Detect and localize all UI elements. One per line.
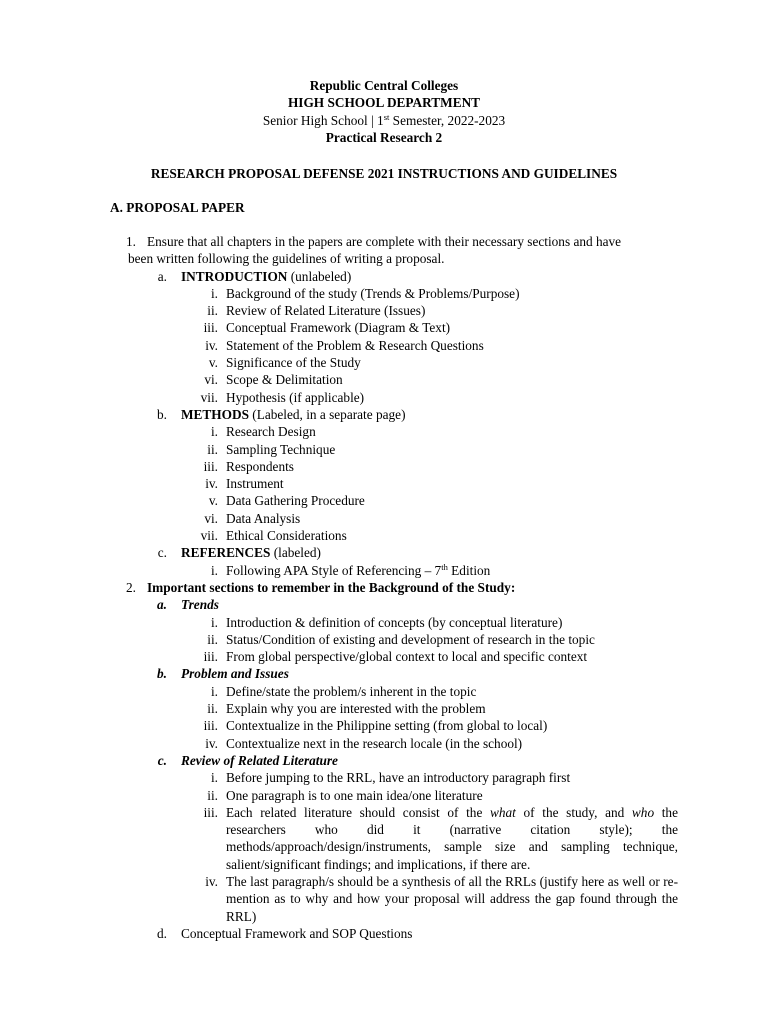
list-subheading: b. METHODS (Labeled, in a separate page) <box>157 406 406 422</box>
list-item: 2. Important sections to remember in the Background of the Study: <box>126 579 516 595</box>
section-heading: A. PROPOSAL PAPER <box>110 200 245 215</box>
list-subheading: b. Problem and Issues <box>157 666 289 682</box>
list-item: i. Before jumping to the RRL, have an introductory paragraph first <box>210 770 571 786</box>
list-item: i. Define/state the problem/s inherent in the topic <box>210 683 477 699</box>
list-item: v. Data Gathering Procedure <box>208 493 365 509</box>
list-subheading: d. Conceptual Framework and SOP Questions <box>157 925 413 941</box>
list-item: iii. Respondents <box>203 458 294 474</box>
institution-name: Republic Central Colleges <box>309 78 459 93</box>
list-item: iv. The last paragraph/s should be a synthesis of all the RRLs (justify here as well or re-mention as to why and how your proposal will address the gap found through the RRL) <box>205 873 678 924</box>
document-header <box>0 77 768 147</box>
list-item: ii. Sampling Technique <box>207 441 336 457</box>
list-item: iii. Conceptual Framework (Diagram & Text) <box>203 320 451 336</box>
list-item: iii. Contextualize in the Philippine setting (from global to local) <box>203 718 548 734</box>
paragraph-text: The last paragraph/s should be a synthesis of all the RRLs (justify here as well or re-mention as to why and how your proposal will address the gap found through the RRL) <box>226 873 678 924</box>
list-item: i. Background of the study (Trends & Problems/Purpose) <box>210 285 520 301</box>
list-item: i. Research Design <box>210 424 316 440</box>
list-item: vi. Scope & Delimitation <box>204 372 343 388</box>
list-item: iv. Instrument <box>205 476 284 492</box>
list-item: vii. Ethical Considerations <box>200 528 347 544</box>
list-subheading: a. INTRODUCTION (unlabeled) <box>157 268 352 284</box>
list-item: 1. Ensure that all chapters in the papers are complete with their necessary sections and have <box>126 234 622 249</box>
list-item: v. Significance of the Study <box>208 355 361 371</box>
list-subheading: c. REFERENCES (labeled) <box>157 545 321 561</box>
department-name: HIGH SCHOOL DEPARTMENT <box>287 95 481 111</box>
list-item: i. Introduction & definition of concepts (by conceptual literature) <box>210 614 563 630</box>
list-item: i. Following APA Style of Referencing – 7th Edition <box>210 561 491 578</box>
list-item: vi. Data Analysis <box>204 510 301 526</box>
list-item: ii. Status/Condition of existing and development of research in the topic <box>207 631 595 647</box>
list-item-continuation: been written following the guidelines of writing a proposal. <box>128 251 445 267</box>
paragraph-text: Each related literature should consist of the what of the study, and who the researchers who did it (narrative citation style); the methods/approach/design/instruments, sample size and sampling technique, salient/significant findings; and implications, if there are. <box>226 804 678 872</box>
list-item: ii. Review of Related Literature (Issues) <box>207 303 426 319</box>
list-item: iv. Contextualize next in the research locale (in the school) <box>205 735 523 751</box>
term-line: Senior High School | 1st Semester, 2022-2023 <box>262 111 506 128</box>
document-title: RESEARCH PROPOSAL DEFENSE 2021 INSTRUCTIONS AND GUIDELINES <box>150 166 618 181</box>
course-name: Practical Research 2 <box>325 130 443 146</box>
list-subheading: a. Trends <box>157 597 219 613</box>
list-item: ii. Explain why you are interested with the problem <box>207 701 486 717</box>
list-item: iii. From global perspective/global context to local and specific context <box>203 649 588 665</box>
list-subheading: c. Review of Related Literature <box>157 752 338 768</box>
list-item: vii. Hypothesis (if applicable) <box>200 389 365 405</box>
list-item: iv. Statement of the Problem & Research Questions <box>205 337 484 353</box>
guidelines-list <box>0 233 768 942</box>
list-item: iii. Each related literature should consist of the what of the study, and who the researchers who did it (narrative citation style); the methods/approach/design/instruments, sample size and sampling technique, salient/significant findings; and implications, if there are. <box>203 804 678 872</box>
list-item: ii. One paragraph is to one main idea/one literature <box>207 787 483 803</box>
